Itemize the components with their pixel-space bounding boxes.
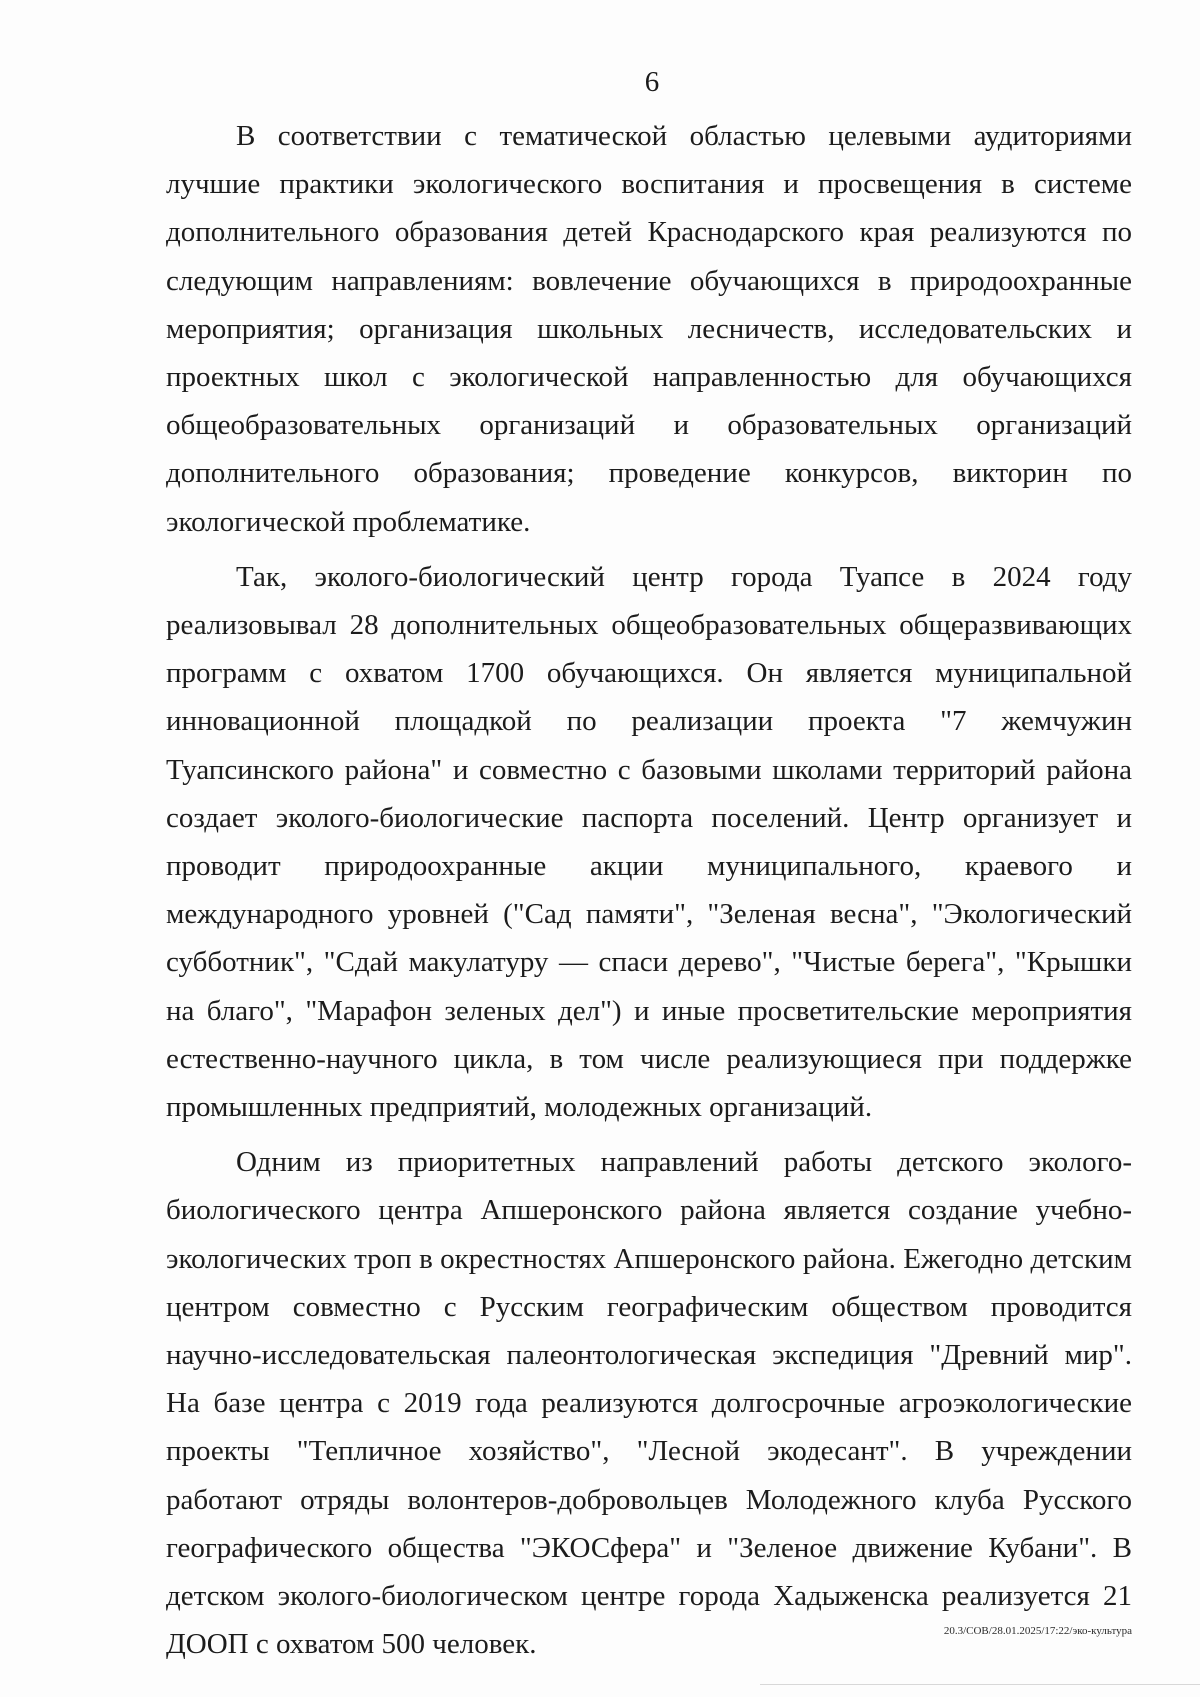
document-registration-code: 20.3/СОВ/28.01.2025/17:22/эко-культура — [943, 1625, 1132, 1637]
paragraph-1: В соответствии с тематической областью целевыми аудиториями лучшие практики экологического воспитания и просвещения в системе дополнительного образования детей Краснодарского края реализуются по следующим направлениям: вовлечение обучающихся в природоохранные мероприятия; организация школьных лесничеств, исследовательских и проектных школ с экологической направленностью для обучающихся общеобразовательных организаций и образовательных организаций дополнительного образования; проведение конкурсов, викторин по экологической проблематике. — [166, 120, 1132, 538]
document-body — [166, 112, 1132, 1676]
paragraph-2: Так, эколого-биологический центр города Туапсе в 2024 году реализовывал 28 дополнительных общеобразовательных общеразвивающих программ с охватом 1700 обучающихся. Он является муниципальной инновационной площадкой по реализации проекта "7 жемчужин Туапсинского района" и совместно с базовыми школами территорий района создает эколого-биологические паспорта поселений. Центр организует и проводит природоохранные акции муниципального, краевого и международного уровней ("Сад памяти", "Зеленая весна", "Экологический субботник", "Сдай макулатуру — спаси дерево", "Чистые берега", "Крышки на благо", "Марафон зеленых дел") и иные просветительские мероприятия естественно-научного цикла, в том числе реализующиеся при поддержке промышленных предприятий, молодежных организаций. — [166, 560, 1132, 1124]
page-number: 6 — [644, 66, 660, 98]
paragraph-3: Одним из приоритетных направлений работы детского эколого-биологического центра Апшеронского района является создание учебно-экологических троп в окрестностях Апшеронского района. Ежегодно детским центром совместно с Русским географическим обществом проводится научно-исследовательская палеонтологическая экспедиция "Древний мир". На базе центра с 2019 года реализуются долгосрочные агроэкологические проекты "Тепличное хозяйство", "Лесной экодесант". В учреждении работают отряды волонтеров-добровольцев Молодежного клуба Русского географического общества "ЭКОСфера" и "Зеленое движение Кубани". В детском эколого-биологическом центре города Хадыженска реализуется 21 ДООП с охватом 500 человек. — [166, 1146, 1132, 1661]
scan-edge-line — [760, 1684, 1200, 1685]
